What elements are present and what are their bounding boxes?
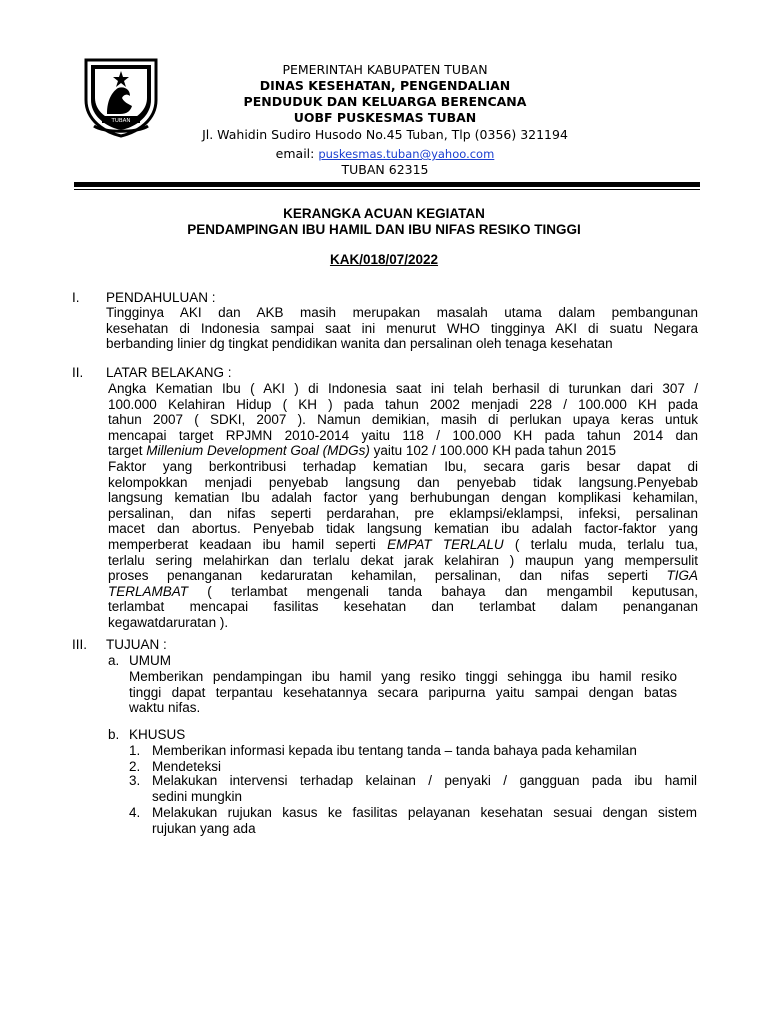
section-2-line [108, 568, 698, 584]
letterhead-divider-thick [74, 182, 700, 187]
section-1-heading: PENDAHULUAN : [106, 290, 216, 305]
section-3-numeral: III. [72, 637, 88, 652]
section-2-line: 100.000 Kelahiran Hidup ( KH ) pada tahun 2002 menjadi 228 / 100.000 KH pada [108, 396, 698, 412]
objective-text-block [152, 805, 697, 836]
section-2-line: tahun 2007 ( SDKI, 2007 ). Namun demikian, masih di perlukan upaya keras untuk [108, 412, 698, 428]
section-2-line: kelompokkan menjadi penyebab langsung dan penyebab tidak langsung.Penyebab [108, 474, 698, 490]
email-label: email: [275, 146, 315, 161]
section-2-body [108, 381, 698, 631]
objective-number: 4. [129, 805, 141, 820]
section-3a-body [129, 669, 677, 716]
email-link[interactable]: puskesmas.tuban@yahoo.com [318, 147, 495, 161]
section-2-line: Angka Kematian Ibu ( AKI ) di Indonesia saat ini telah berhasil di turunkan dari 307 / [108, 381, 698, 396]
section-1-line: kesehatan di Indonesia sampai saat ini menurut WHO tingginya AKI di suatu Negara [106, 320, 698, 336]
section-2-line: langsung kematian Ibu adalah factor yang berhubungan dengan komplikasi kehamilan, [108, 490, 698, 506]
objective-number: 3. [129, 773, 141, 788]
section-3b-label: b. [108, 727, 120, 742]
letterhead-government: PEMERINTAH KABUPATEN TUBAN [282, 62, 488, 77]
objective-text: sedini mungkin [152, 788, 243, 804]
section-3a-line: Memberikan pendampingan ibu hamil yang resiko tinggi sehingga ibu hamil resiko [129, 669, 677, 684]
document-number [74, 252, 694, 268]
objective-text-block [152, 773, 697, 804]
logo-label: TUBAN [111, 118, 131, 124]
section-1-line: Tingginya AKI dan AKB masih merupakan masalah utama dalam pembangunan [106, 305, 698, 320]
letterhead-address: Jl. Wahidin Sudiro Husodo No.45 Tuban, Tlp (0356) 321194 [202, 127, 568, 142]
section-2-text: target [108, 443, 147, 459]
section-2-line: persalinan, dan nifas seperti perdarahan, pre eklampsi/eklampsi, infeksi, persalinan [108, 505, 698, 521]
section-2-text: ( terlambat mengenali tanda bahaya dan mengambil keputusan, [188, 583, 698, 599]
objective-text: rujukan yang ada [152, 820, 256, 836]
section-2-italic: Millenium Development Goal (MDGs) [146, 443, 370, 459]
section-1-body [106, 305, 698, 352]
letterhead-agency-cont: PENDUDUK DAN KELUARGA BERENCANA [243, 94, 527, 109]
section-2-text: ( terlalu muda, terlalu tua, [503, 536, 698, 552]
section-2-heading: LATAR BELAKANG : [106, 365, 232, 380]
section-2-line: terlalu sering melahirkan dan terlalu dekat jarak kelahiran ) maupun yang mempersulit [108, 552, 698, 568]
section-2-line: Faktor yang berkontribusi terhadap kematian Ibu, secara garis besar dapat di [108, 458, 698, 474]
letterhead-agency: DINAS KESEHATAN, PENGENDALIAN [259, 78, 511, 93]
section-2-line [108, 537, 698, 553]
section-3a-heading: UMUM [129, 653, 171, 668]
section-2-italic: TIGA [666, 568, 698, 584]
document-title: KERANGKA ACUAN KEGIATAN [283, 206, 485, 221]
letterhead-divider-thin [74, 189, 700, 190]
objective-number: 1. [129, 743, 141, 758]
section-3a-line: waktu nifas. [129, 700, 201, 716]
section-2-line [108, 584, 698, 600]
section-2-numeral: II. [72, 365, 84, 380]
section-3a-label: a. [108, 653, 120, 668]
document-subtitle: PENDAMPINGAN IBU HAMIL DAN IBU NIFAS RESIKO TINGGI [187, 222, 581, 237]
letterhead-email-row [170, 146, 600, 162]
section-1-numeral: I. [72, 290, 80, 305]
section-2-line: macet dan abortus. Penyebab tidak langsung kematian ibu adalah factor-faktor yang [108, 521, 698, 537]
section-3a-line: tinggi dapat terpantau kesehatannya secara paripurna yaitu sampai dengan batas [129, 684, 677, 700]
section-2-text: yaitu 102 / 100.000 KH pada tahun 2015 [369, 443, 617, 459]
section-3b-heading: KHUSUS [129, 727, 186, 742]
letterhead-unit: UOBF PUSKESMAS TUBAN [293, 110, 477, 125]
objective-text: Memberikan informasi kepada ibu tentang tanda – tanda bahaya pada kehamilan [152, 743, 637, 758]
tuban-regency-logo [80, 56, 162, 138]
objective-text: Melakukan intervensi terhadap kelainan / penyaki / gangguan pada ibu hamil [152, 773, 697, 788]
section-2-line: mencapai target RPJMN 2010-2014 yaitu 118 / 100.000 KH pada tahun 2014 dan [108, 427, 698, 443]
document-number-text: KAK/018/07/2022 [329, 252, 439, 267]
section-2-line [108, 443, 698, 459]
letterhead-city: TUBAN 62315 [341, 162, 429, 177]
section-2-text: proses penanganan kedaruratan kehamilan, persalinan, dan nifas seperti [108, 568, 667, 584]
objective-text: Mendeteksi [152, 759, 222, 774]
section-2-line: kegawatdaruratan ). [108, 614, 229, 630]
objective-number: 2. [129, 759, 141, 774]
section-3-heading: TUJUAN : [106, 637, 167, 652]
section-2-text: memperberat keadaan ibu hamil seperti [108, 536, 388, 552]
section-2-italic: TERLAMBAT [108, 583, 189, 599]
section-2-line: terlambat mencapai fasilitas kesehatan dan terlambat dalam penanganan [108, 599, 698, 615]
objective-text: Melakukan rujukan kasus ke fasilitas pelayanan kesehatan sesuai dengan sistem [152, 805, 697, 820]
section-1-line: berbanding linier dg tingkat pendidikan wanita dan persalinan oleh tenaga kesehatan [106, 336, 613, 352]
section-2-italic: EMPAT TERLALU [387, 536, 504, 552]
